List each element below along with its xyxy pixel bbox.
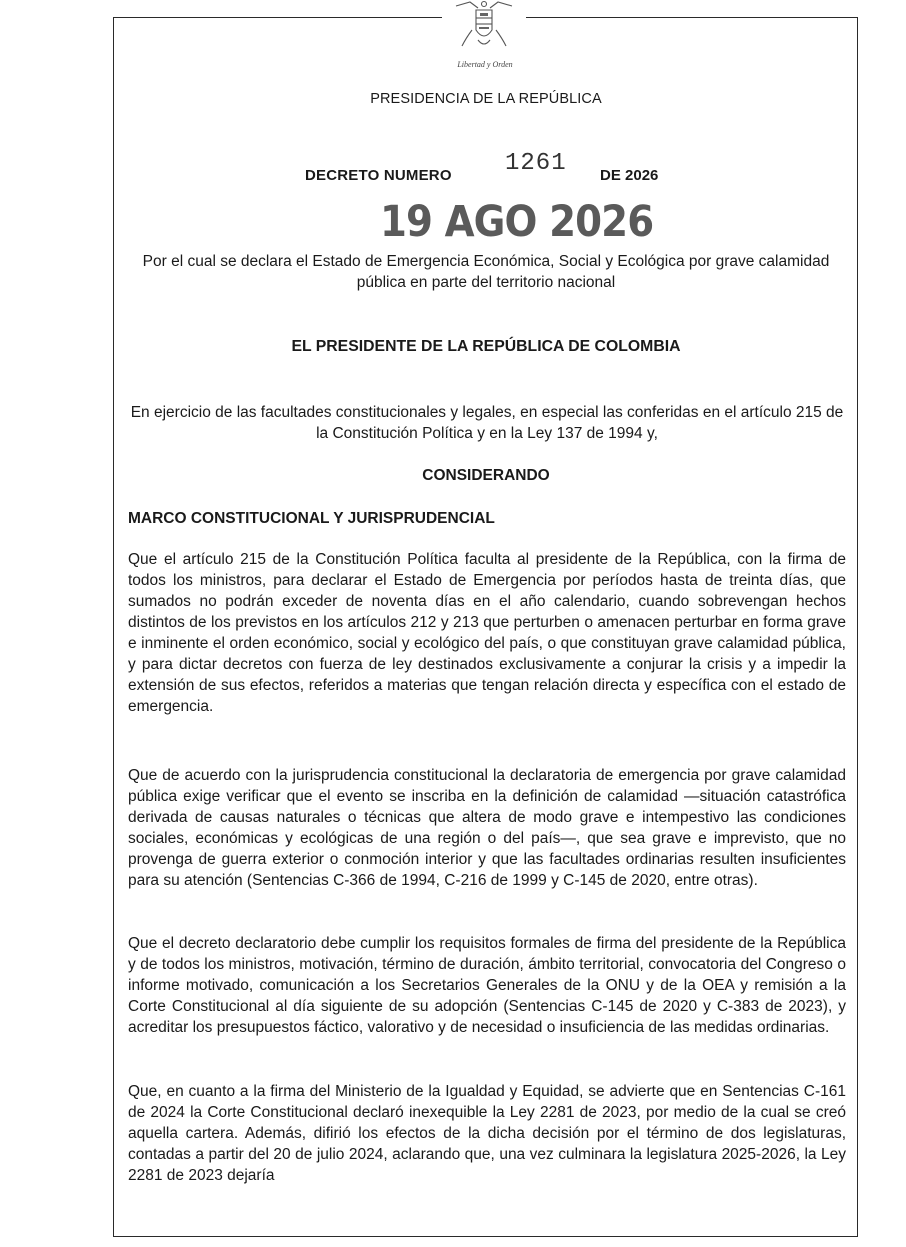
issuer-heading: EL PRESIDENTE DE LA REPÚBLICA DE COLOMBIA — [291, 338, 681, 355]
page-border-top-right — [526, 17, 858, 18]
considerando-heading: CONSIDERANDO — [422, 467, 550, 484]
decreto-number: 1261 — [505, 150, 567, 177]
page-border-top-left — [113, 17, 442, 18]
section-heading: MARCO CONSTITUCIONAL Y JURISPRUDENCIAL — [128, 510, 495, 527]
motto-text: Libertad y Orden — [457, 60, 513, 69]
paragraph: Que el artículo 215 de la Constitución Política faculta al presidente de la República, con la firma de todos los ministros, para declarar el Estado de Emergencia por períodos hasta de treinta días, que sumados no podrán exceder de noventa días en el año calendario, cuando sobrevengan hechos distintos de los previstos en los artículos 212 y 213 que perturben o amenacen perturbar en forma grave e inminente el orden económico, social y ecológico del país, o que constituyan grave calamidad pública, y para dictar decretos con fuerza de ley destinados exclusivamente a conjurar la crisis y a impedir la extensión de sus efectos, referidos a materias que tengan relación directa y específica con el estado de emergencia. — [128, 551, 846, 715]
date-stamp: 19 AGO 2026 — [380, 197, 654, 247]
institution-heading: PRESIDENCIA DE LA REPÚBLICA — [370, 91, 602, 107]
paragraph: Que el decreto declaratorio debe cumplir los requisitos formales de firma del presidente de la República y de todos los ministros, motivación, término de duración, ámbito territorial, convocatoria del Congreso o informe motivado, comunicación a los Secretarios Generales de la ONU y de la OEA y remisión a la Corte Constitucional al día siguiente de su adopción (Sentencias C-145 de 2020 y C-383 de 2023), y acreditar los presupuestos fáctico, valorativo y de necesidad o insuficiencia de las medidas ordinarias. — [128, 935, 846, 1036]
paragraph: Que, en cuanto a la firma del Ministerio de la Igualdad y Equidad, se advierte que en Sentencias C-161 de 2024 la Corte Constitucional declaró inexequible la Ley 2281 de 2023, por medio de la cual se creó aquella cartera. Además, difirió los efectos de la dicha decisión por el término de dos legislaturas, contadas a partir del 20 de julio 2024, aclarando que, una vez culminara la legislatura 2025-2026, la Ley 2281 de 2023 dejaría — [128, 1083, 846, 1184]
decree-title: Por el cual se declara el Estado de Emergencia Económica, Social y Ecológica por grave calamidad pública en parte del territorio nacional — [142, 253, 830, 291]
coat-of-arms-icon — [448, 0, 520, 52]
preamble-text: En ejercicio de las facultades constitucionales y legales, en especial las conferidas en el artículo 215 de la Constitución Política y en la Ley 137 de 1994 y, — [130, 404, 844, 442]
paragraph: Que de acuerdo con la jurisprudencia constitucional la declaratoria de emergencia por grave calamidad pública exige verificar que el evento se inscriba en la definición de calamidad —situación catastrófica derivada de causas naturales o técnicas que altera de modo grave e intempestivo las condiciones sociales, económicas y ecológicas de una región o del país—, que sea grave e imprevisto, que no provenga de guerra exterior o conmoción interior y que las facultades ordinarias resulten insuficientes para su atención (Sentencias C-366 de 1994, C-216 de 1999 y C-145 de 2020, entre otras). — [128, 767, 846, 889]
decreto-heading — [0, 150, 906, 190]
decreto-year: DE 2026 — [600, 167, 659, 184]
decreto-label: DECRETO NUMERO — [305, 167, 452, 184]
